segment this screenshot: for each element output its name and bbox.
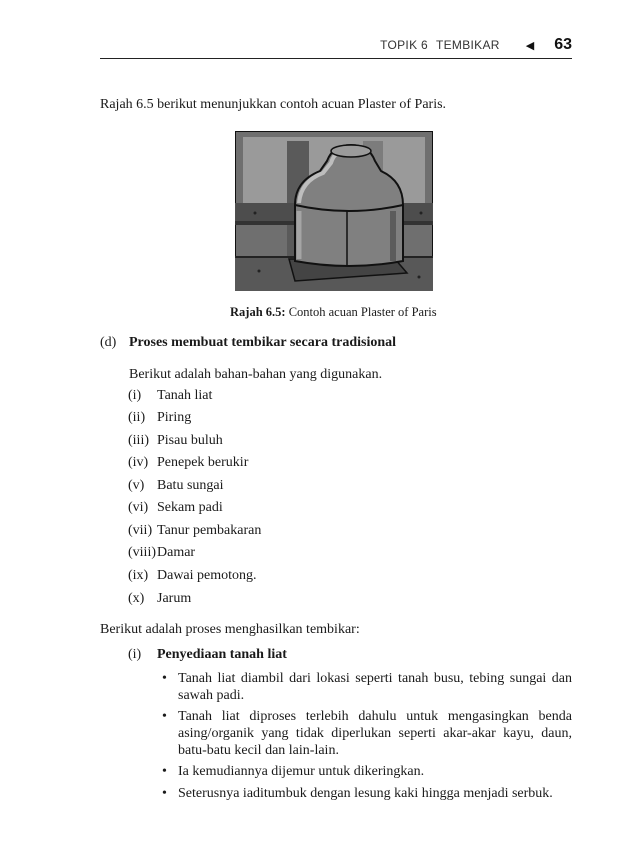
header-title: TEMBIKAR <box>435 38 500 52</box>
item-number: (i) <box>128 388 142 403</box>
section-d-heading: Proses membuat tembikar secara tradisional <box>129 335 397 350</box>
figure-caption <box>230 305 437 320</box>
header-topic: TOPIK 6 <box>380 38 428 52</box>
item-number: (x) <box>128 591 145 606</box>
left-triangle-icon: ◀ <box>525 39 535 52</box>
bullet-text: Tanah liat diambil dari lokasi seperti tanah busu, tebing sungai dan sawah padi. <box>178 671 572 703</box>
item-text: Tanah liat <box>157 388 213 403</box>
item-number: (iii) <box>128 433 149 448</box>
section-d-marker: (d) <box>100 335 117 350</box>
caption-label: Rajah 6.5: <box>230 305 286 319</box>
item-text: Penepek berukir <box>157 455 249 470</box>
step-number: (i) <box>128 647 142 662</box>
item-text: Pisau buluh <box>157 433 223 448</box>
plaster-mould-illustration <box>235 131 433 291</box>
running-header <box>100 36 572 59</box>
mould-drawing <box>235 131 433 291</box>
intro-paragraph: Rajah 6.5 berikut menunjukkan contoh acuan Plaster of Paris. <box>100 97 447 112</box>
header-text <box>380 36 572 54</box>
bullet-text: Seterusnya iaditumbuk dengan lesung kaki hingga menjadi serbuk. <box>178 786 553 801</box>
step-heading: Penyediaan tanah liat <box>157 647 287 662</box>
bullet-item <box>162 708 572 759</box>
caption-text: Contoh acuan Plaster of Paris <box>288 305 437 319</box>
item-number: (ix) <box>128 568 149 583</box>
item-number: (v) <box>128 478 145 493</box>
item-text: Jarum <box>157 591 192 606</box>
bullet-text: Tanah liat diproses terlebih dahulu untuk mengasingkan benda asing/organik yang tidak diperlukan seperti akar-akar kayu, daun, batu-batu kecil dan lain-lain. <box>178 709 572 758</box>
page-number: 63 <box>554 36 572 53</box>
item-number: (vi) <box>128 500 149 515</box>
bullet-icon: • <box>162 709 167 724</box>
item-number: (vii) <box>128 523 153 538</box>
bullet-item <box>162 670 572 704</box>
item-text: Sekam padi <box>157 500 223 515</box>
item-text: Tanur pembakaran <box>157 523 262 538</box>
bullet-item <box>162 763 572 780</box>
bullet-text: Ia kemudiannya dijemur untuk dikeringkan. <box>178 764 425 779</box>
bullet-icon: • <box>162 786 167 801</box>
item-text: Batu sungai <box>157 478 224 493</box>
item-number: (iv) <box>128 455 149 470</box>
bullet-icon: • <box>162 764 167 779</box>
materials-intro: Berikut adalah bahan-bahan yang digunakan. <box>129 367 383 382</box>
bullet-item <box>162 785 572 802</box>
item-number: (viii) <box>128 545 156 560</box>
item-text: Dawai pemotong. <box>157 568 257 583</box>
item-number: (ii) <box>128 410 146 425</box>
item-text: Damar <box>157 545 196 560</box>
bullet-icon: • <box>162 671 167 686</box>
process-intro: Berikut adalah proses menghasilkan tembikar: <box>100 622 360 637</box>
item-text: Piring <box>157 410 192 425</box>
